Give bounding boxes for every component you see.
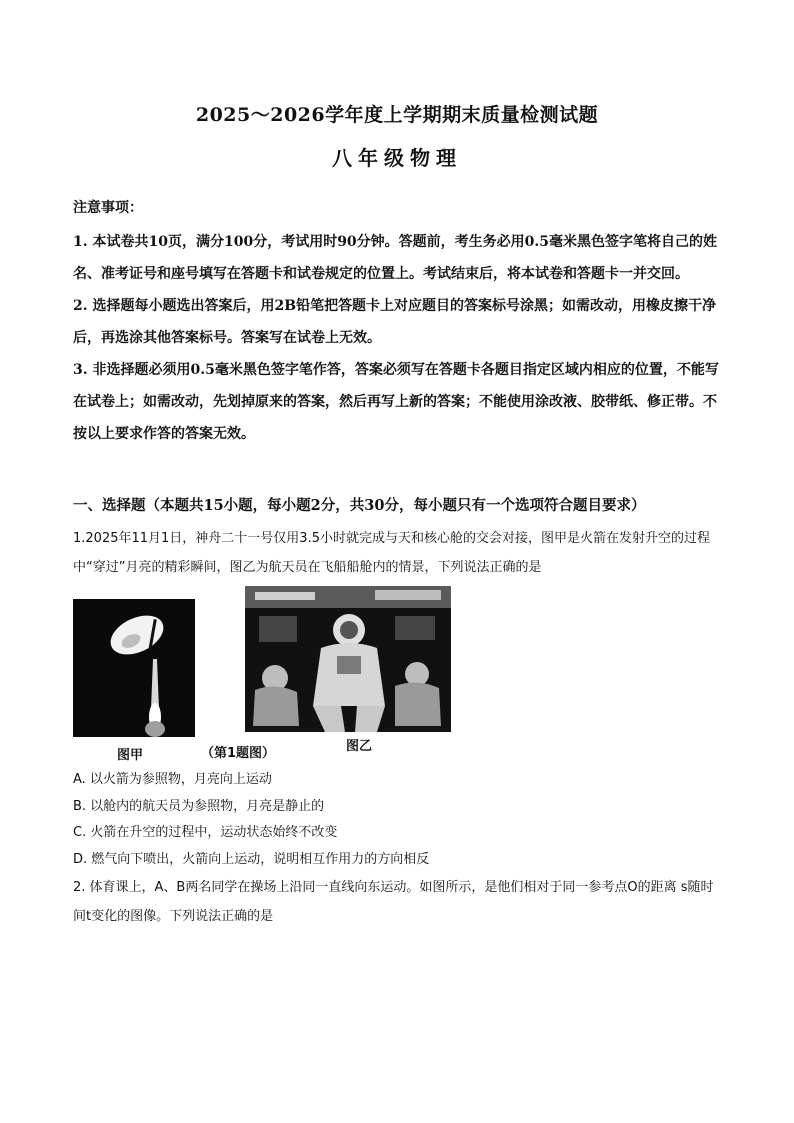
question-1-options — [73, 767, 725, 873]
astronaut-cabin-illustration — [245, 586, 451, 732]
question-1-text: 1.2025年11月1日，神舟二十一号仅用3.5小时就完成与天和核心舱的交会对接，图甲是火箭在发射升空的过程中“穿过”月亮的精彩瞬间，图乙为航天员在飞船船舱内的情景，下列说法正确的是 — [73, 531, 710, 575]
question-2-text: 2. 体育课上，A、B两名同学在操场上沿同一直线向东运动。如图所示，是他们相对于同一参考点O的距离 s随时间t变化的图像。下列说法正确的是 — [73, 880, 714, 924]
rocket-moon-photo — [73, 599, 195, 737]
section-heading: 一、选择题（本题共15小题，每小题2分，共30分，每小题只有一个选项符合题目要求） — [73, 497, 646, 514]
rocket-moon-illustration — [73, 599, 195, 737]
notice-item: 1. 本试卷共10页，满分100分，考试用时90分钟。答题前，考生务必用0.5毫米黑色签字笔将自己的姓名、准考证号和座号填写在答题卡和试卷规定的位置上。考试结束后，将本试卷和答题卡一并交回。 — [73, 234, 718, 282]
option-a: A. 以火箭为参照物，月亮向上运动 — [73, 772, 272, 787]
option-c: C. 火箭在升空的过程中，运动状态始终不改变 — [73, 825, 338, 840]
option-d: D. 燃气向下喷出，火箭向上运动，说明相互作用力的方向相反 — [73, 851, 430, 867]
exam-subtitle: 八年级物理 — [332, 146, 462, 170]
notice-heading: 注意事项： — [73, 200, 143, 216]
astronaut-cabin-photo — [245, 586, 451, 732]
exam-title: 2025～2026学年度上学期期末质量检测试题 — [195, 104, 599, 126]
notice-item: 3. 非选择题必须用0.5毫米黑色签字笔作答，答案必须写在答题卡各题目指定区域内相应的位置，不能写在试卷上；如需改动，先划掉原来的答案，然后再写上新的答案；不能使用涂改液、胶带纸、修正带。不按以上要求作答的答案无效。 — [73, 362, 719, 442]
notice-item: 2. 选择题每小题选出答案后，用2B铅笔把答题卡上对应题目的答案标号涂黑；如需改动，用橡皮擦干净后，再选涂其他答案标号。答案写在试卷上无效。 — [73, 298, 717, 346]
option-b: B. 以舱内的航天员为参照物，月亮是静止的 — [73, 798, 325, 814]
figure-a-label: 图甲 — [117, 748, 144, 763]
notice-list — [73, 226, 725, 450]
figure-caption: （第1题图） — [201, 746, 276, 761]
figure-b-label: 图乙 — [346, 739, 373, 754]
